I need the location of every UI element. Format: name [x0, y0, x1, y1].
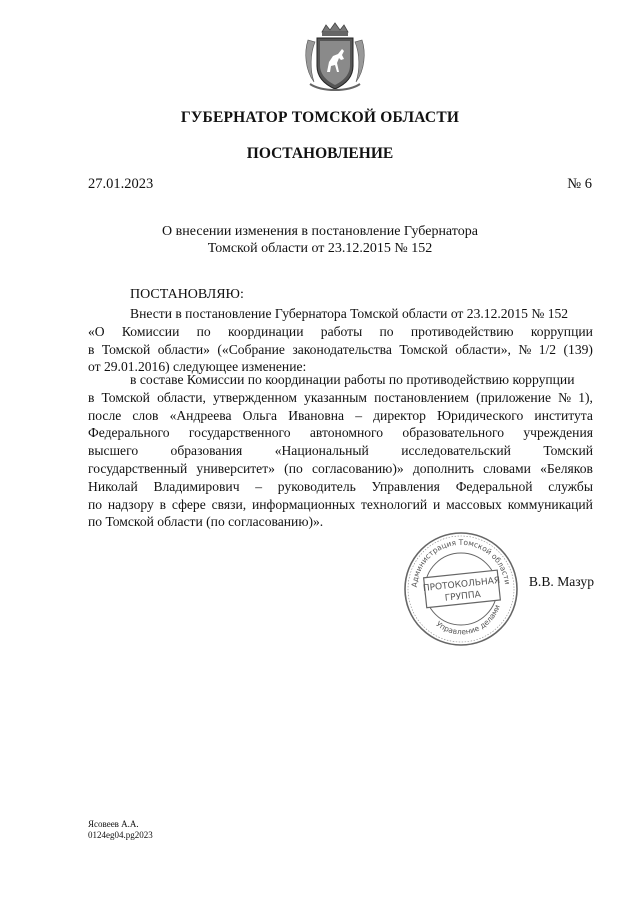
subject-line-1: О внесении изменения в постановление Губернатора — [162, 224, 478, 239]
document-type-heading: ПОСТАНОВЛЕНИЕ — [246, 145, 394, 162]
paragraph-line: в составе Комиссии по координации работы по противодействию коррупции — [130, 372, 575, 387]
stamp-box-line-1: ПРОТОКОЛЬНАЯ — [422, 575, 501, 594]
resolve-word: ПОСТАНОВЛЯЮ: — [130, 287, 244, 302]
coat-of-arms-emblem — [300, 22, 370, 94]
file-code: 0124eg04.pg2023 — [88, 830, 153, 840]
paragraph-line: в Томской области» («Собрание законодательства Томской области», № 1/2 (139) — [88, 341, 593, 357]
protocol-stamp — [397, 527, 525, 651]
paragraph-line: государственный университет» (по согласованию)» дополнить словами «Беляков — [88, 460, 593, 476]
authority-heading: ГУБЕРНАТОР ТОМСКОЙ ОБЛАСТИ — [180, 109, 460, 126]
paragraph-line: Федерального государственного автономного образовательного учреждения — [88, 425, 593, 441]
paragraph-line: в Томской области, утвержденном указанным постановлением (приложение № 1), — [88, 389, 593, 405]
subject-line-2: Томской области от 23.12.2015 № 152 — [207, 241, 433, 256]
paragraph-line: «О Комиссии по координации работы по противодействию коррупции — [88, 323, 593, 339]
document-number: № 6 — [567, 176, 592, 192]
paragraph-line: Внести в постановление Губернатора Томской области от 23.12.2015 № 152 — [130, 306, 569, 321]
paragraph-line: Николай Владимирович – руководитель Управления Федеральной службы — [88, 478, 593, 494]
stamp-ring-text-bottom: Управление делами — [434, 603, 502, 637]
stamp-box-line-2: ГРУППА — [444, 589, 482, 604]
paragraph-line: по Томской области (по согласованию)». — [88, 514, 324, 530]
paragraph-line: от 29.01.2016) следующее изменение: — [88, 359, 307, 375]
executor-name: Ясовеев А.А. — [88, 819, 139, 829]
paragraph-2 — [88, 371, 593, 531]
paragraph-1 — [88, 305, 593, 376]
document-date: 27.01.2023 — [88, 176, 154, 192]
signer-name: В.В. Мазур — [528, 574, 594, 589]
stamp-ring-text-top: Администрация Томской области — [409, 537, 512, 588]
paragraph-line: после слов «Андреева Ольга Ивановна – директор Юридического института — [88, 407, 593, 423]
paragraph-line: высшего образования «Национальный исследовательский Томский — [88, 443, 593, 459]
paragraph-line: по надзору в сфере связи, информационных технологий и массовых коммуникаций — [88, 496, 593, 512]
